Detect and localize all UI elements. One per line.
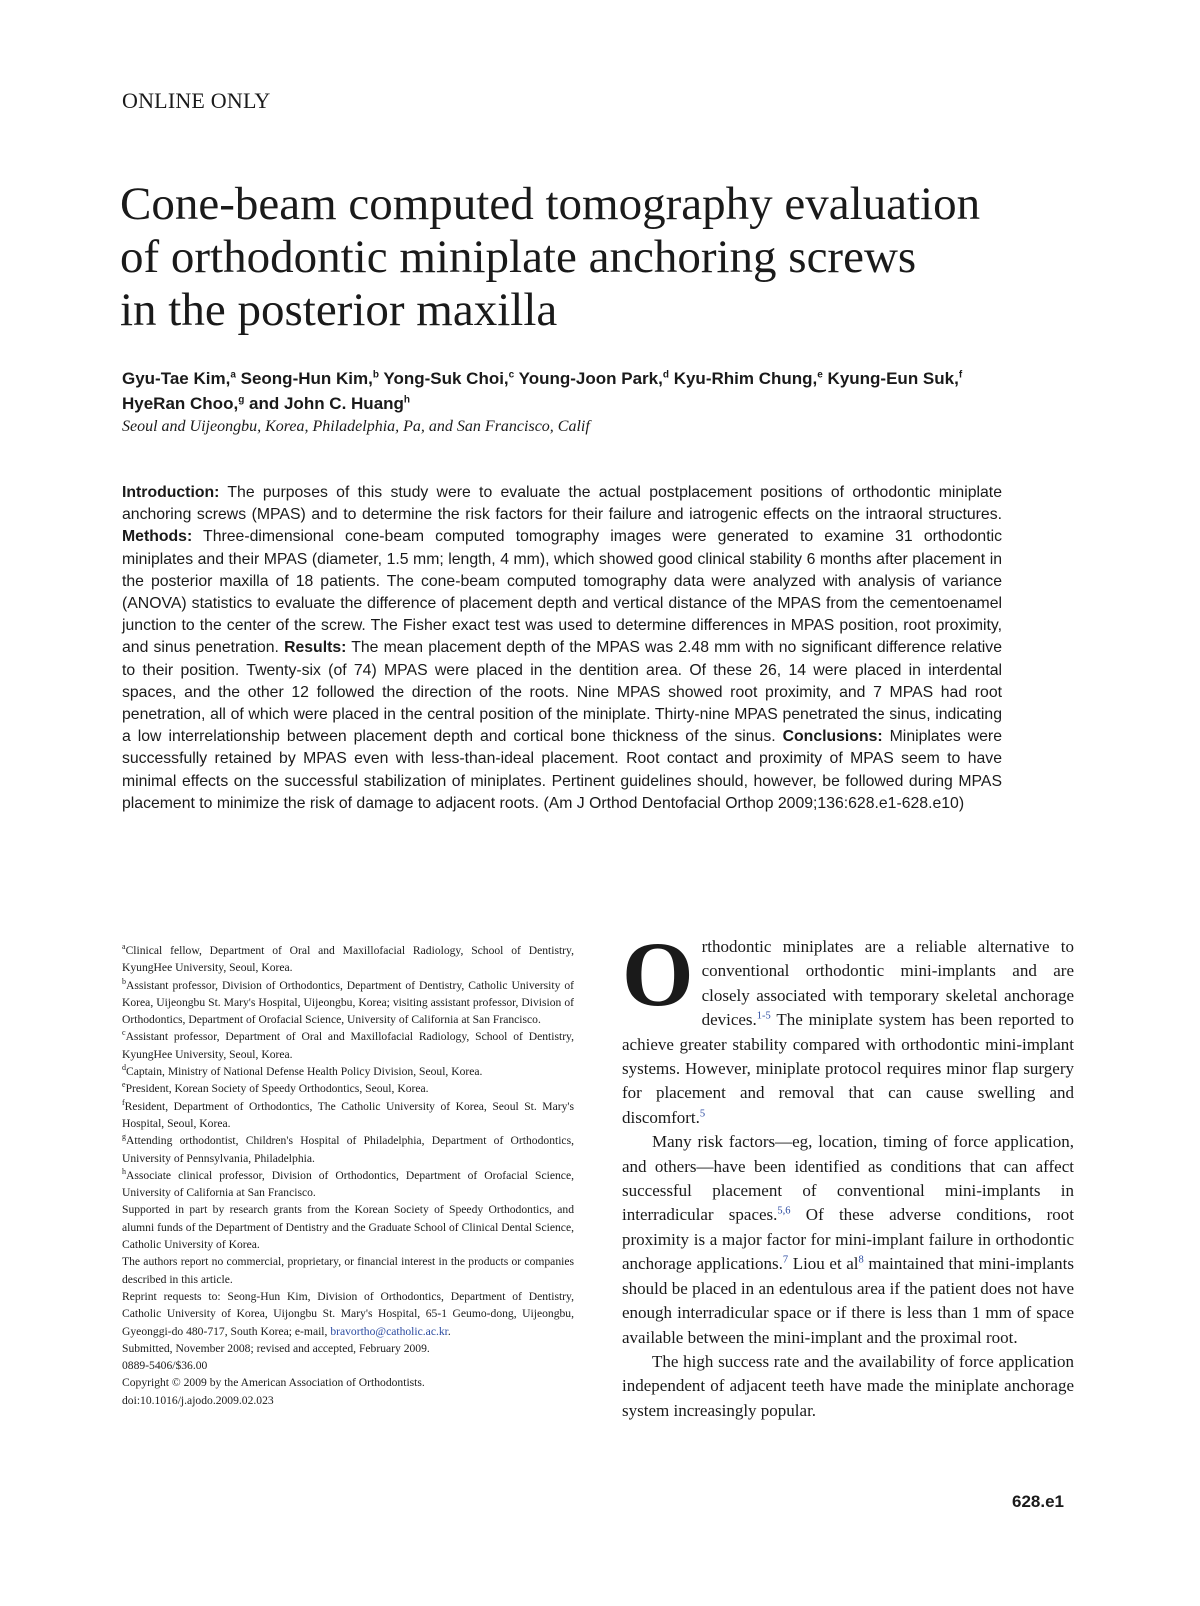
citation-link[interactable]: 8 bbox=[858, 1254, 864, 1266]
author-sup: h bbox=[403, 394, 411, 406]
footnote-item: $^h$Associate clinical professor, Division of Orthodontics, Department of Orofacial Science, University of California at San Francisco. bbox=[122, 1167, 574, 1200]
abstract-label-results: Results: bbox=[284, 639, 347, 657]
citation-link[interactable]: 5 bbox=[699, 1108, 706, 1120]
body-paragraph: The high success rate and the availability of force application independent of adjacent teeth have made the miniplate anchorage system increasingly popular. bbox=[622, 1351, 1074, 1420]
copyright: Copyright © 2009 by the American Association of Orthodontists. bbox=[122, 1376, 425, 1390]
abstract-conclusions: Miniplates were successfully retained by MPAS even with less-than-ideal placement. Root contact and proximity of MPAS seem to have minimal effects on the successful stabilization of miniplates. Pertinent guidelines should, however, be followed during MPAS placement to minimize the risk of damage to adjacent roots. (Am J Orthod Dentofacial Orthop 2009;136:628.e1-628.e10) bbox=[122, 728, 1002, 812]
author-name: Kyu-Rhim Chung, bbox=[673, 369, 818, 388]
author-sup: d bbox=[662, 369, 669, 381]
author-sup: b bbox=[372, 369, 379, 381]
author-sup: c bbox=[508, 369, 515, 381]
disclosure-note: The authors report no commercial, proprietary, or financial interest in the products or companies described in this article. bbox=[122, 1255, 574, 1286]
author-name: Young-Joon Park, bbox=[518, 369, 663, 388]
abstract bbox=[122, 482, 1002, 815]
citation-link[interactable]: 5,6 bbox=[777, 1205, 791, 1217]
abstract-methods: Three-dimensional cone-beam computed tomography images were generated to examine 31 orthodontic miniplates and their MPAS (diameter, 1.5 mm; length, 4 mm), which showed good clinical stability 6 months after placement in the posterior maxilla of 18 patients. The cone-beam computed tomography data were analyzed with analysis of variance (ANOVA) statistics to evaluate the difference of placement depth and vertical distance of the MPAS from the cementoenamel junction to the center of the screw. The Fisher exact test was used to determine differences in MPAS position, root proximity, and sinus penetration. bbox=[122, 528, 1002, 657]
footnote-item: $^f$Resident, Department of Orthodontics, The Catholic University of Korea, Seoul St. Mary's Hospital, Seoul, Korea. bbox=[122, 1097, 574, 1130]
abstract-label-introduction: Introduction: bbox=[122, 484, 220, 501]
footnote-item: $^e$President, Korean Society of Speedy Orthodontics, Seoul, Korea. bbox=[122, 1080, 429, 1096]
abstract-label-conclusions: Conclusions: bbox=[782, 728, 883, 746]
author-sup: g bbox=[238, 394, 245, 406]
author-name: Kyung-Eun Suk, bbox=[827, 369, 959, 388]
abstract-label-methods: Methods: bbox=[122, 528, 193, 546]
body-column bbox=[622, 923, 1074, 1423]
citation-link[interactable]: 7 bbox=[782, 1254, 789, 1266]
funding-note: Supported in part by research grants from the Korean Society of Speedy Orthodontics, and alumni funds of the Department of Dentistry and the Graduate School of Clinical Dental Science, Catholic University of Korea. bbox=[122, 1203, 574, 1252]
author-name: Gyu-Tae Kim, bbox=[122, 369, 231, 388]
submission-dates: Submitted, November 2008; revised and accepted, February 2009. bbox=[122, 1341, 430, 1355]
section-label: ONLINE ONLY bbox=[122, 88, 271, 113]
title-line: of orthodontic miniplate anchoring screws bbox=[120, 231, 917, 283]
author-sup: a bbox=[230, 369, 236, 381]
author-name: HyeRan Choo, bbox=[122, 394, 239, 413]
title-line: Cone-beam computed tomography evaluation bbox=[120, 178, 981, 230]
author-name: and John C. Huang bbox=[249, 394, 404, 413]
footnote-item: $^c$Assistant professor, Department of Oral and Maxillofacial Radiology, School of Dentistry, KyungHee University, Seoul, Korea. bbox=[122, 1028, 574, 1061]
abstract-results: The mean placement depth of the MPAS was 2.48 mm with no significant difference relative to their position. Twenty-six (of 74) MPAS were placed in the dentition area. Of these 26, 14 were placed in interdental spaces, and the other 12 followed the direction of the roots. Nine MPAS showed root proximity, and 7 MPAS had root penetration, all of which were placed in the central position of the miniplate. Thirty-nine MPAS penetrated the sinus, indicating a low interrelationship between placement depth and cortical bone thickness of the sinus. bbox=[122, 639, 1002, 746]
citation-link[interactable]: 1-5 bbox=[756, 1010, 771, 1022]
footnote-item: $^d$Captain, Ministry of National Defense Health Policy Division, Seoul, Korea. bbox=[122, 1063, 483, 1079]
footnote-item: $^g$Attending orthodontist, Children's Hospital of Philadelphia, Department of Orthodontics, University of Pennsylvania, Philadelphia. bbox=[122, 1132, 574, 1165]
author-locations: Seoul and Uijeongbu, Korea, Philadelphia, Pa, and San Francisco, Calif bbox=[122, 418, 590, 435]
footnote-item: $^a$Clinical fellow, Department of Oral and Maxillofacial Radiology, School of Dentistry, KyungHee University, Seoul, Korea. bbox=[122, 942, 574, 975]
email-link[interactable]: bravortho@catholic.ac.kr bbox=[330, 1324, 448, 1338]
abstract-introduction: The purposes of this study were to evaluate the actual postplacement positions of orthodontic miniplate anchoring screws (MPAS) and to determine the risk factors for their failure and iatrogenic effects on the intraoral structures. bbox=[122, 484, 1002, 524]
author-sup: e bbox=[817, 369, 823, 381]
title-line: in the posterior maxilla bbox=[120, 284, 558, 336]
issn: 0889-5406/$36.00 bbox=[122, 1359, 208, 1373]
drop-cap: O bbox=[622, 923, 694, 1025]
body-paragraph: Orthodontic miniplates are a reliable alternative to conventional orthodontic mini-implants and are closely associated with temporary skeletal anchorage devices.$^{1-5}$ The miniplate system has been reported to achieve greater stability compared with orthodontic mini-implant systems. However, miniplate protocol requires minor flap surgery for placement and removal that can cause swelling and discomfort.$^5$ bbox=[622, 923, 1074, 1127]
author-name: Yong-Suk Choi, bbox=[383, 369, 509, 388]
footnotes bbox=[122, 942, 574, 1409]
author-list bbox=[122, 366, 1082, 416]
page-number: 628.e1 bbox=[1012, 1492, 1064, 1511]
article-title bbox=[120, 178, 1080, 337]
footnote-item: $^b$Assistant professor, Division of Orthodontics, Department of Dentistry, Catholic University of Korea, Uijeongbu St. Mary's Hospital, Uijeongbu, Korea; visiting assistant professor, Division of Orthodontics, Department of Orofacial Science, University of California at San Francisco. bbox=[122, 976, 574, 1027]
doi: doi:10.1016/j.ajodo.2009.02.023 bbox=[122, 1393, 274, 1407]
author-sup: f bbox=[958, 369, 963, 381]
body-paragraph: Many risk factors—eg, location, timing of force application, and others—have been identified as conditions that can affect successful placement of conventional mini-implants in interradicular spaces.$^{5,6}$ Of these adverse conditions, root proximity is a major factor for mini-implant failure in orthodontic anchorage applications.$^7$ Liou et $al^8$ maintained that mini-implants should be placed in an edentulous area if the patient does not have enough interradicular space or if there is less than 1 mm of space available between the mini-implant and the proximal root. bbox=[622, 1132, 1074, 1347]
author-name: Seong-Hun Kim, bbox=[240, 369, 373, 388]
reprint-note: Reprint requests to: Seong-Hun Kim, Division of Orthodontics, Department of Dentistry, Catholic University of Korea, Uijongbu St. Mary's Hospital, 65-1 Geumo-dong, Uijeongbu, Gyeonggi-do 480-717, South Korea; e-mail, bravortho@catholic.ac.kr. bbox=[122, 1289, 574, 1338]
